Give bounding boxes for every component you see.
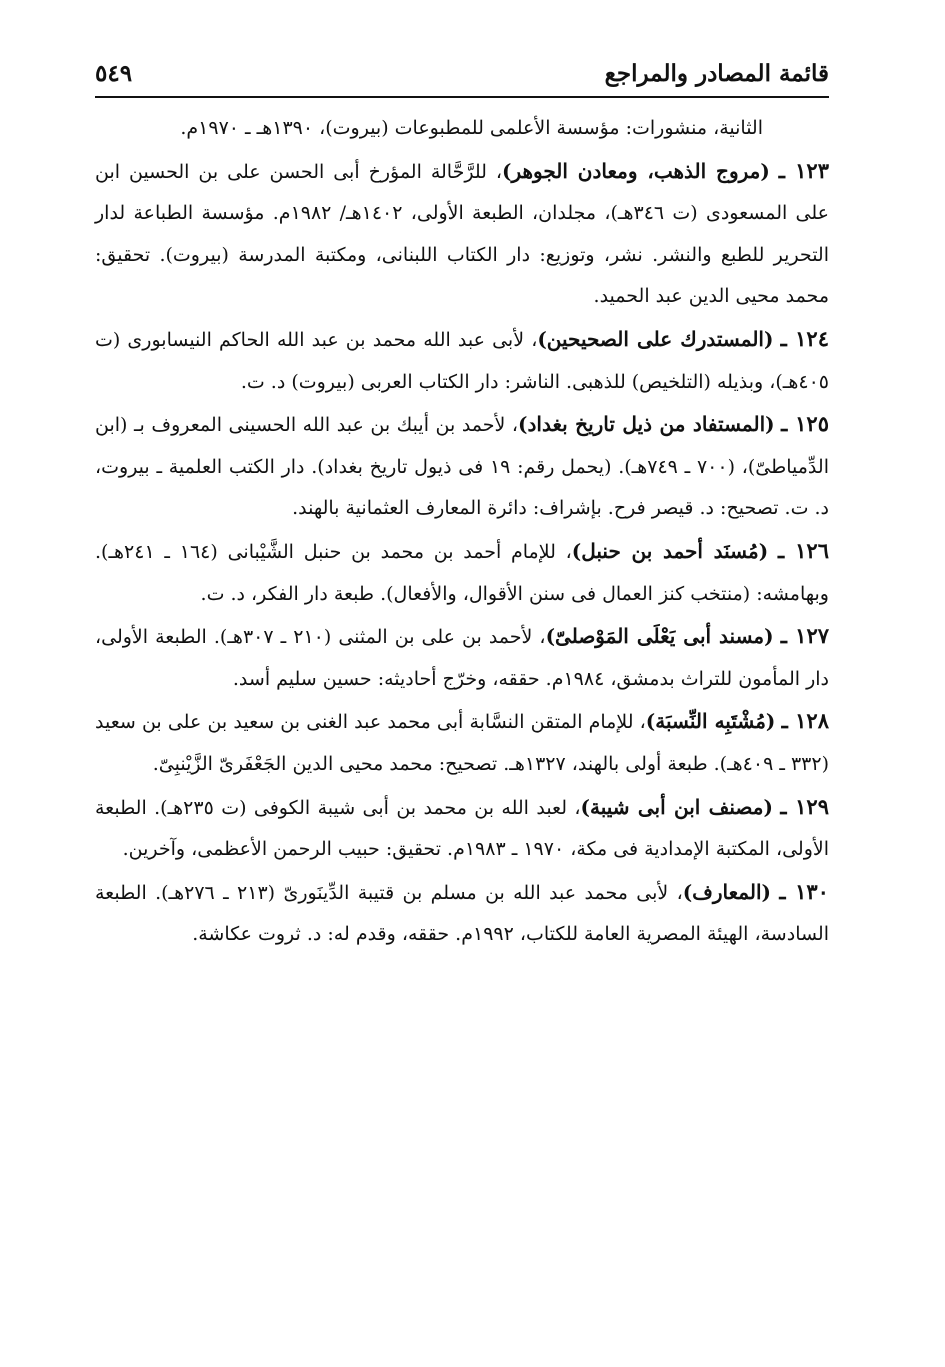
page-number: ٥٤٩	[95, 60, 133, 87]
entry-title: (مُسنَد أحمد بن حنبل)	[571, 538, 769, 563]
entry-title: (المستفاد من ذيل تاريخ بغداد)	[518, 412, 775, 437]
entry-text: ، للرَّحَّالة المؤرخ أبى الحسن على بن الحسين ابن على المسعودى (ت ٣٤٦هـ)، مجلدان، الطبعة الأولى، ١٤٠٢هـ/ ١٩٨٢م. مؤسسة الطباعة لدار التحرير للطبع والنشر. نشر، وتوزيع: دار الكتاب اللبنانى، ومكتبة المدرسة (بيروت). تحقيق: محمد محيى الدين عبد الحميد.	[95, 160, 830, 308]
entry-title: (مسند أبى يَعْلَى المَوْصلىّ)	[545, 624, 774, 649]
reference-entry-128	[95, 700, 829, 785]
reference-entry-127	[95, 615, 829, 700]
reference-entry-129	[95, 786, 829, 871]
entry-text: ، لأحمد بن على بن المثنى (٢١٠ ـ ٣٠٧هـ). الطبعة الأولى، دار المأمون للتراث بدمشق، ١٩٨٤م. حققه، وخرّج أحاديثه: حسين سليم أسد.	[95, 626, 829, 690]
entry-title: (مروج الذهب، ومعادن الجوهر)	[501, 158, 770, 183]
entry-number: ١٢٩ ـ	[780, 793, 829, 819]
entry-number: ١٢٣ ـ	[778, 157, 829, 183]
entry-title: (المستدرك على الصحيحين)	[537, 326, 774, 351]
entry-text: ، لعبد الله بن محمد بن أبى شيبة الكوفى (ت ٢٣٥هـ). الطبعة الأولى، المكتبة الإمدادية فى مكة، ١٩٧٠ ـ ١٩٨٣م. تحقيق: حبيب الرحمن الأعظمى، وآخرين.	[95, 796, 829, 861]
continuation-text: الثانية، منشورات: مؤسسة الأعلمى للمطبوعات (بيروت)، ١٣٩٠هـ ـ ١٩٧٠م.	[180, 117, 763, 139]
entry-text: ، لأحمد بن أيبك بن عبد الله الحسينى المعروف بـ (ابن الدِّمياطىّ)، (٧٠٠ ـ ٧٤٩هـ). (يحمل رقم: ١٩ فى ذيول تاريخ بغداد). دار الكتب العلمية ـ بيروت، د. ت. تصحيح: د. قيصر فرح. بإشراف: دائرة المعارف العثمانية بالهند.	[95, 414, 829, 520]
entry-title: (المعارف)	[682, 879, 771, 904]
entry-number: ١٢٥ ـ	[781, 411, 829, 437]
header-rule	[95, 96, 829, 98]
reference-entry-126	[95, 530, 829, 615]
entry-title: (مصنف ابن أبى شيبة)	[580, 794, 773, 819]
running-title: قائمة المصادر والمراجع	[604, 60, 829, 87]
entry-text: ، للإمام المتقن النسَّابة أبى محمد عبد الغنى بن سعيد بن على بن سعيد (٣٣٢ ـ ٤٠٩هـ). طبعة أولى بالهند، ١٣٢٧هـ. تصحيح: محمد محيى الدين الجَعْفَرىّ الزَّيْنبِىّ.	[95, 711, 829, 775]
entry-number: ١٢٦ ـ	[777, 537, 829, 563]
reference-entry-125	[95, 403, 829, 530]
entry-number: ١٢٨ ـ	[781, 708, 829, 734]
entry-text: ، لأبى محمد عبد الله بن مسلم بن قتيبة الدِّينَورىّ (٢١٣ ـ ٢٧٦هـ). الطبعة السادسة، الهيئة المصرية العامة للكتاب، ١٩٩٢م. حققه، وقدم له: د. ثروت عكاشة.	[95, 881, 829, 946]
references-list	[95, 108, 829, 956]
entry-text: ، لأبى عبد الله محمد بن عبد الله الحاكم النيسابورى (ت ٤٠٥هـ)، وبذيله (التلخيص) للذهبى. الناشر: دار الكتاب العربى (بيروت) د. ت.	[95, 328, 829, 393]
reference-entry-124	[95, 318, 829, 403]
entry-title: (مُشْتَبِه النِّسبَة)	[645, 709, 776, 734]
reference-entry-123	[95, 150, 829, 318]
entry-number: ١٢٤ ـ	[780, 325, 829, 351]
reference-entry-130	[95, 871, 829, 956]
entry-number: ١٢٧ ـ	[780, 623, 830, 649]
entry-text: ، للإمام أحمد بن محمد بن حنبل الشَّيْبانى (١٦٤ ـ ٢٤١هـ). وبهامشه: (منتخب كنز العمال فى سنن الأقوال، والأفعال). طبعة دار الفكر، د. ت.	[95, 540, 829, 605]
entry-number: ١٣٠ ـ	[779, 878, 829, 904]
page-header	[95, 58, 829, 94]
